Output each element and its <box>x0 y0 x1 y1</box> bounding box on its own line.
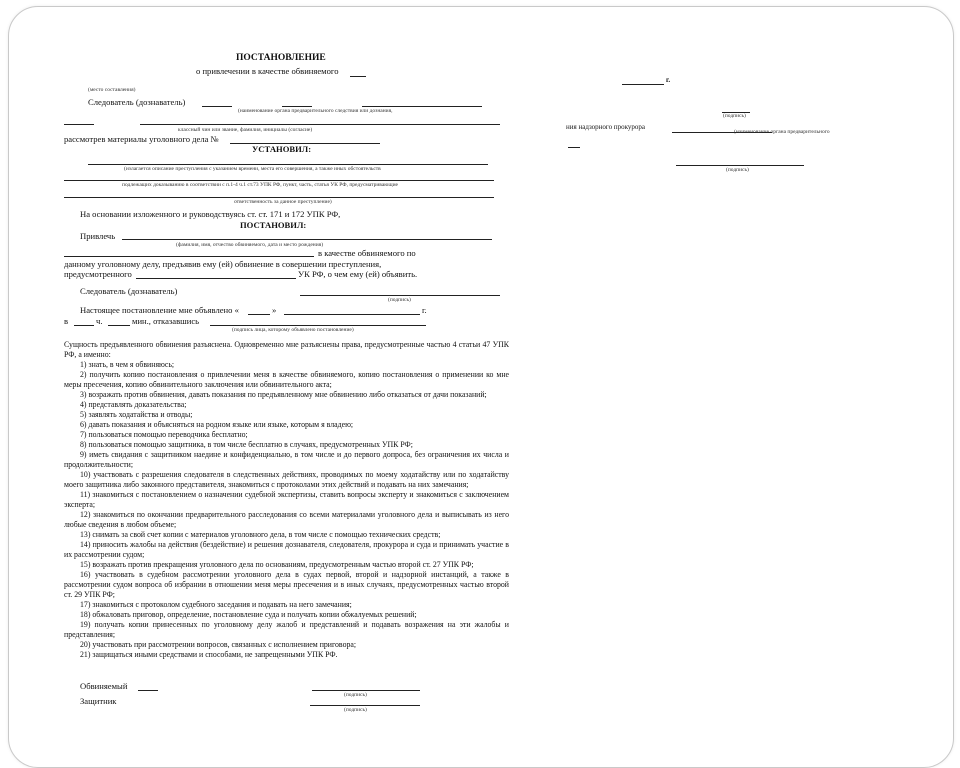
attract-note: (фамилия, имя, отчество обвиняемого, дата и место рождения) <box>176 242 324 248</box>
attract-line-2: в качестве обвиняемого по <box>318 248 416 258</box>
right-item: 5) заявлять ходатайства и отводы; <box>80 410 193 419</box>
year-mark: г. <box>666 76 671 84</box>
right-header-1: ния надзорного прокурора <box>566 123 646 131</box>
basis-line: На основании изложенного и руководствуясь ст. ст. 171 и 172 УПК РФ, <box>80 209 341 219</box>
right-note-a: (подпись) <box>723 113 746 119</box>
announce-quote: » <box>272 305 277 315</box>
investigator-blank-3 <box>362 106 482 107</box>
established-note-2: подлежащих доказыванию в соответствии с п.1-4 ч.1 ст.73 УПК РФ, пункт, часть, статья УК РФ, предусматривающие <box>122 182 398 188</box>
defender-label: Защитник <box>80 696 117 706</box>
established-blank-1 <box>88 164 488 165</box>
place-note: (место составления) <box>88 87 136 93</box>
right-item: 15) возражать против прекращения уголовного дела по основаниям, предусмотренным частью второй ст. 27 УПК РФ; <box>80 560 474 569</box>
established-blank-2 <box>64 180 494 181</box>
investigator-blank-2 <box>282 106 312 107</box>
right-item: 12) знакомиться по окончании предварительного расследования со всеми материалами уголовного дела и выписывать из него любые сведения в любом объеме; <box>64 510 509 529</box>
right-item: 9) иметь свидания с защитником наедине и конфиденциально, в том числе и до первого допроса, без ограничения их числа и продолжительности; <box>64 450 509 469</box>
investigator-blank-1 <box>202 106 232 107</box>
rank-blank <box>140 124 500 125</box>
attract-blank-1 <box>122 239 492 240</box>
right-item: 18) обжаловать приговор, определение, постановление суда и получать копии обжалуемых решений; <box>80 610 417 619</box>
time-hour-unit: ч. <box>96 316 103 326</box>
right-note-b: (подпись) <box>726 167 749 173</box>
right-blank-2 <box>568 147 580 148</box>
date-blank <box>622 84 664 85</box>
signature-blank <box>300 295 500 296</box>
announce-sign-blank <box>210 325 426 326</box>
announce-month-blank <box>284 314 420 315</box>
right-item: 7) пользоваться помощью переводчика бесплатно; <box>80 430 248 439</box>
right-item: 3) возражать против обвинения, давать показания по предъявленному мне обвинению либо отказаться от дачи показаний; <box>80 390 487 399</box>
attract-line-4b: УК РФ, о чем ему (ей) объявить. <box>298 269 418 279</box>
doc-title: ПОСТАНОВЛЕНИЕ <box>236 53 326 63</box>
attract-line-3: данному уголовному делу, предъявив ему (ей) обвинение в совершении преступления, <box>64 259 382 269</box>
right-item: 19) получать копии принесенных по уголовному делу жалоб и представлений и подавать возражения на эти жалобы и представления; <box>64 620 509 639</box>
established-heading: УСТАНОВИЛ: <box>252 144 312 154</box>
right-item: 4) представлять доказательства; <box>80 400 187 409</box>
attract-label: Привлечь <box>80 231 116 241</box>
article-blank <box>136 278 296 279</box>
attract-blank-2 <box>64 256 314 257</box>
right-item: 2) получить копию постановления о привлечении меня в качестве обвиняемого, копию постановления о применении ко мне меры пресечения, копию обвинительного заключения или обвинительного акта; <box>64 370 509 389</box>
right-item: 6) давать показания и объясняться на родном языке или языке, которым я владею; <box>80 420 354 429</box>
accused-blank-short <box>138 690 158 691</box>
accused-sign-blank <box>312 690 420 691</box>
established-note-3: ответственность за данное преступление) <box>234 199 332 205</box>
signature-note: (подпись) <box>388 297 411 303</box>
rank-blank-left <box>64 124 94 125</box>
established-note-1: (излагается описание преступления с указанием времени, места его совершения, а также иных обстоятельств <box>124 166 381 172</box>
subtitle-blank <box>350 76 366 77</box>
signature-label: Следователь (дознаватель) <box>80 286 178 296</box>
case-review: рассмотрев материалы уголовного дела № <box>64 134 219 144</box>
announce-note: (подпись лица, которому объявлено постановление) <box>232 327 354 333</box>
right-header-2: (наименование органа предварительного <box>734 129 830 135</box>
right-item: 14) приносить жалобы на действия (бездействие) и решения дознавателя, следователя, прокурора и суда и принимать участие в их рассмотрении судом; <box>64 540 509 559</box>
time-minute-blank <box>108 325 130 326</box>
right-item: 8) пользоваться помощью защитника, в том числе бесплатно в случаях, предусмотренных УПК РФ; <box>80 440 413 449</box>
announce-line: Настоящее постановление мне объявлено « <box>80 305 239 315</box>
rights-intro: Сущность предъявленного обвинения разъяснена. Одновременно мне разъяснены права, предусмотренные частью 4 статьи 47 УПК РФ, а именно: <box>64 340 509 359</box>
investigator-note: (наименование органа предварительного следствия или дознания, <box>238 108 393 114</box>
accused-note: (подпись) <box>344 692 367 698</box>
defender-note: (подпись) <box>344 707 367 713</box>
resolved-heading: ПОСТАНОВИЛ: <box>240 220 307 230</box>
defender-sign-blank <box>310 705 420 706</box>
right-item: 21) защищаться иными средствами и способами, не запрещенными УПК РФ. <box>80 650 338 659</box>
time-label: в <box>64 316 69 326</box>
right-sign-blank <box>676 165 804 166</box>
right-item: 16) участвовать в судебном рассмотрении уголовного дела в судах первой, второй и надзорной инстанций, а также в рассмотрении судом вопроса об избрании в отношении меня меры пресечения и в иных случаях, предусмотренных частью второй ст. 29 УПК РФ; <box>64 570 509 599</box>
announce-day-blank <box>248 314 270 315</box>
doc-subtitle: о привлечении в качестве обвиняемого <box>196 66 339 76</box>
time-hour-blank <box>74 325 94 326</box>
time-minute-unit: мин., отказавшись <box>132 316 200 326</box>
right-item: 1) знать, в чем я обвиняюсь; <box>80 360 175 369</box>
announce-year: г. <box>422 305 427 315</box>
established-blank-3 <box>64 197 494 198</box>
rank-note: классный чин или звание, фамилия, инициалы (согласие) <box>178 127 313 133</box>
right-item: 10) участвовать с разрешения следователя в следственных действиях, проводимых по моему ходатайству или по ходатайству моего защитника либо законного представителя, знакомиться с протоколами этих действий и подавать на них замечания; <box>64 470 509 489</box>
accused-label: Обвиняемый <box>80 681 128 691</box>
right-item: 13) снимать за свой счет копии с материалов уголовного дела, в том числе с помощью технических средств; <box>80 530 441 539</box>
right-item: 20) участвовать при рассмотрении вопросов, связанных с исполнением приговора; <box>80 640 357 649</box>
investigator-label: Следователь (дознаватель) <box>88 97 186 107</box>
right-item: 17) знакомиться с протоколом судебного заседания и подавать на него замечания; <box>80 600 352 609</box>
right-item: 11) знакомиться с постановлением о назначении судебной экспертизы, ставить вопросы эксперту и знакомиться с заключением эксперта; <box>64 490 509 509</box>
attract-line-4: предусмотренного <box>64 269 132 279</box>
